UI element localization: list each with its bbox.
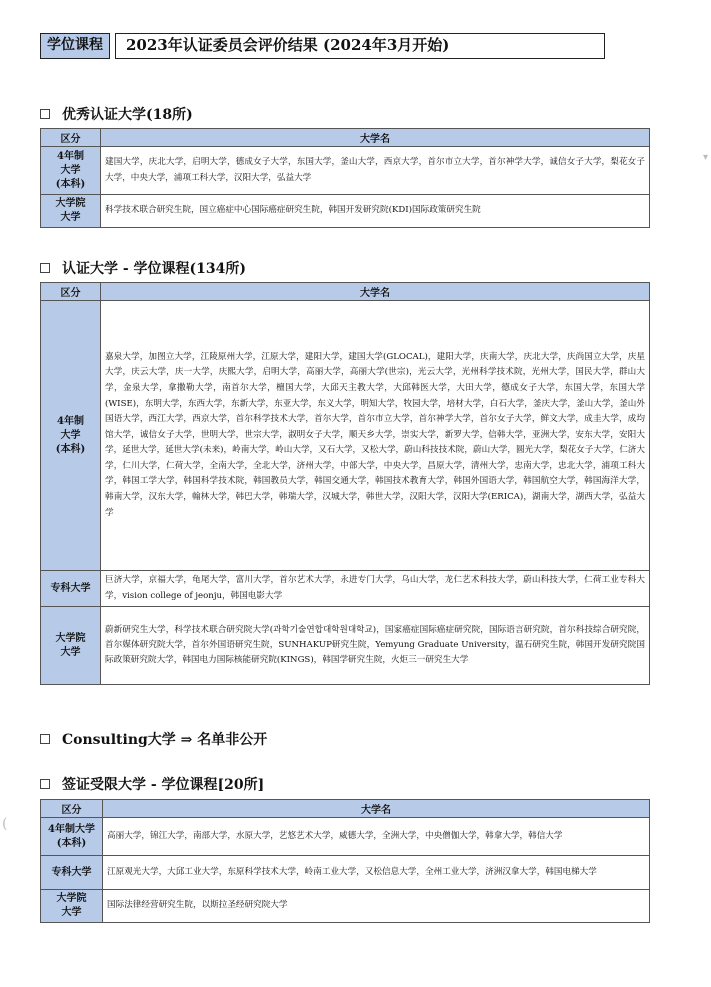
row-category: 大学院 大学 [41, 195, 101, 228]
row-category: 4年制 大学 (本科) [41, 147, 101, 195]
row-content: 嘉泉大学，加图立大学，江陵原州大学，江原大学，建阳大学，建国大学(GLOCAL)，建阳大学，庆南大学，庆北大学，庆尚国立大学，庆星大学，庆云大学，庆一大学，庆熙大学，启明大学，高丽大学，高丽大学(世宗)，光云大学，光州科学技术院，光州大学，国民大学，群山大学，金泉大学，拿撒勒大学，南首尔大学，檀国大学，大邱天主教大学，大邱韩医大学，大田大学，德成女子大学，东国大学，东国大学(WISE)，东明大学，东西大学，东新大学，东亚大学，东义大学，明知大学，牧园大学，培材大学，白石大学，釜庆大学，釜山大学，釜山外国语大学，西江大学，西京大学，首尔科学技术大学，首尔大学，首尔市立大学，首尔神学大学，首尔女子大学，鲜文大学，成圭大学，成均馆大学，诚信女子大学，世明大学，世宗大学，淑明女子大学，顺天乡大学，崇实大学，新罗大学，信韩大学，亚洲大学，安东大学，安阳大学，延世大学，延世大学(未来)，岭南大学，岭山大学，又石大学，又松大学，蔚山科技技术院，蔚山大学，圆光大学，梨花女子大学，仁济大学，仁川大学，仁荷大学，全南大学，全北大学，济州大学，中部大学，中央大学，昌原大学，清州大学，忠南大学，忠北大学，浦项工科大学，韩国工学大学，韩国科学技术院，韩国教员大学，韩国交通大学，韩国技术教育大学，韩国外国语大学，韩国航空大学，韩国海洋大学，韩南大学，汉东大学，翰林大学，韩巴大学，韩瑞大学，汉城大学，韩世大学，汉阳大学，汉阳大学(ERICA)，湖南大学，湖西大学，弘益大学 [101, 301, 650, 571]
row-content: 建国大学，庆北大学，启明大学，德成女子大学，东国大学，釜山大学，西京大学，首尔市立大学，首尔神学大学，诚信女子大学，梨花女子大学，中央大学，浦项工科大学，汉阳大学，弘益大学 [101, 147, 650, 195]
margin-mark-icon: ▾ [703, 152, 709, 163]
margin-bracket-icon: ( [2, 816, 8, 832]
table-row [41, 571, 650, 607]
table-row [41, 301, 650, 571]
page-title: 2023年认证委员会评价结果 (2024年3月开始) [115, 33, 605, 59]
checkbox-icon [40, 109, 50, 119]
checkbox-icon [40, 263, 50, 273]
page-header [40, 33, 605, 59]
section-title-visa-restricted: 签证受限大学 - 学位课程[20所] [40, 774, 264, 794]
row-category: 4年制大学 (本科) [41, 818, 103, 856]
section-title-consulting: Consulting大学 ⇒ 名单非公开 [40, 729, 267, 749]
table-header-row [41, 283, 650, 301]
table-row [41, 147, 650, 195]
row-content: 高丽大学，锦江大学，南部大学，水原大学，艺悠艺术大学，威德大学，全洲大学，中央僧伽大学，韩拿大学，韩信大学 [103, 818, 650, 856]
table-row [41, 195, 650, 228]
table-row [41, 818, 650, 856]
table-row [41, 890, 650, 923]
row-category: 大学院 大学 [41, 607, 101, 685]
row-category: 专科大学 [41, 571, 101, 607]
section-title-certified: 认证大学 - 学位课程(134所) [40, 258, 246, 278]
row-category: 4年制 大学 (本科) [41, 301, 101, 571]
col-header-category: 区分 [41, 129, 101, 147]
table-header-row [41, 129, 650, 147]
excellent-univ-table [40, 128, 650, 228]
col-header-univ: 大学名 [103, 800, 650, 818]
program-tag: 学位课程 [40, 33, 110, 59]
col-header-category: 区分 [41, 800, 103, 818]
col-header-category: 区分 [41, 283, 101, 301]
checkbox-icon [40, 734, 50, 744]
table-row [41, 607, 650, 685]
row-content: 巨济大学，京福大学，龟尾大学，富川大学，首尔艺术大学，永进专门大学，乌山大学，龙仁艺术科技大学，蔚山科技大学，仁荷工业专科大学，vision college of jeonju，韩国电影大学 [101, 571, 650, 607]
certified-univ-table [40, 282, 650, 685]
row-content: 蔚新研究生大学，科学技术联合研究院大学(과학기술연합대학원대학교)，国家癌症国际癌症研究院，国际语言研究院，首尔科技综合研究院，首尔媒体研究院大学，首尔外国语研究生院，SUNHAKUP研究生院，Yemyung Graduate University，温石研究生院，韩国开发研究院国际政策研究院大学，韩国电力国际核能研究院(KINGS)，韩国学研究生院，火炬三一研究生大学 [101, 607, 650, 685]
col-header-univ: 大学名 [101, 129, 650, 147]
row-content: 科学技术联合研究生院，国立癌症中心国际癌症研究生院，韩国开发研究院(KDI)国际政策研究生院 [101, 195, 650, 228]
table-header-row [41, 800, 650, 818]
row-content: 江原观光大学，大邱工业大学，东原科学技术大学，岭南工业大学，又松信息大学，全州工业大学，济洲汉拿大学，韩国电梯大学 [103, 856, 650, 890]
row-category: 专科大学 [41, 856, 103, 890]
checkbox-icon [40, 779, 50, 789]
row-category: 大学院 大学 [41, 890, 103, 923]
row-content: 国际法律经营研究生院，以斯拉圣经研究院大学 [103, 890, 650, 923]
table-row [41, 856, 650, 890]
section-title-excellent: 优秀认证大学(18所) [40, 104, 193, 124]
col-header-univ: 大学名 [101, 283, 650, 301]
visa-restricted-table [40, 799, 650, 923]
